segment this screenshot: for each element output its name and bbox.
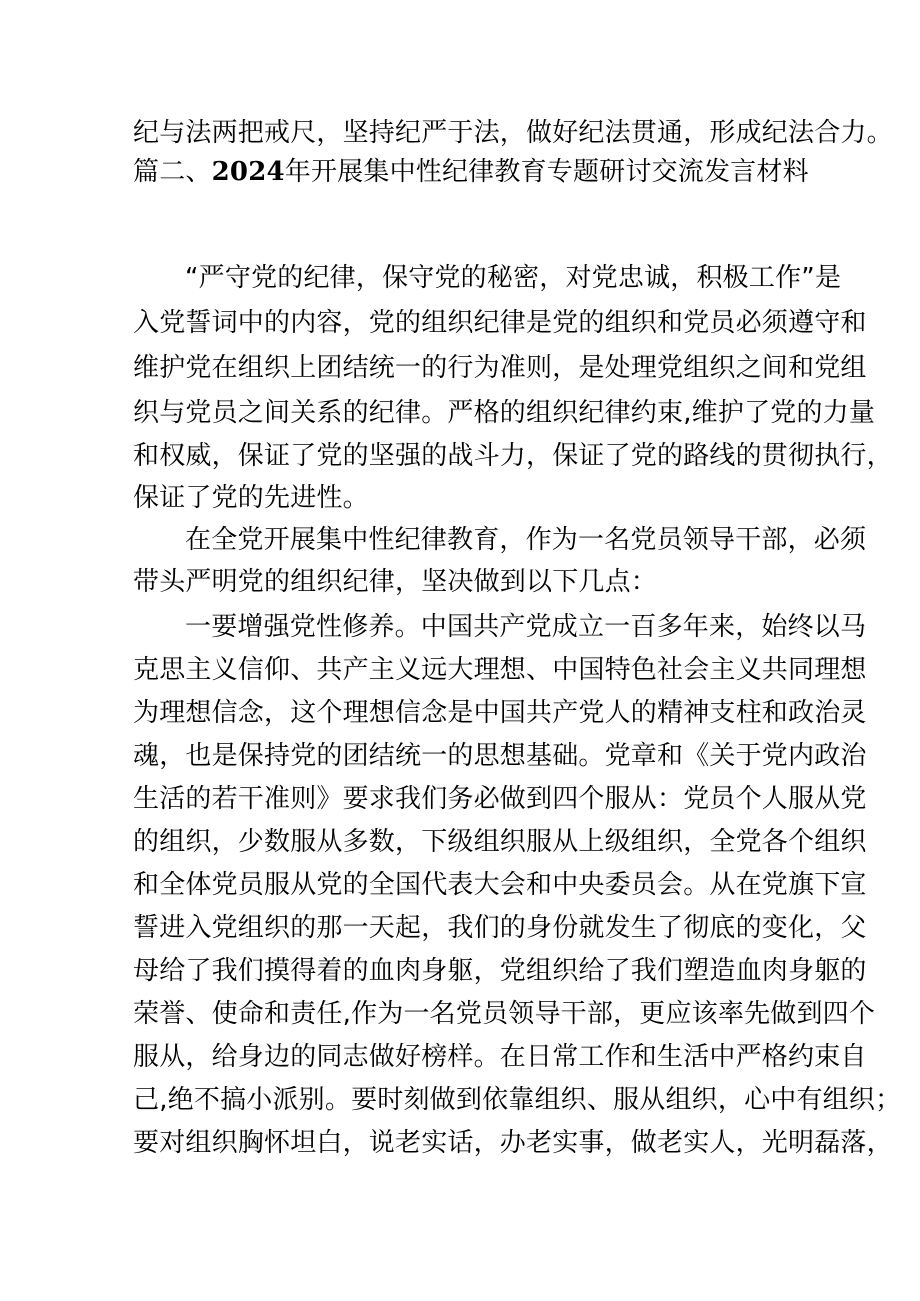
title-rest: 年开展集中性纪律教育专题研讨交流发言材料 <box>284 157 809 187</box>
paragraph-1-line-6: 保证了党的先进性。 <box>133 483 369 513</box>
paragraph-3-line-10: 荣誉、使命和责任,作为一名党员领导干部，更应该率先做到四个 <box>133 999 876 1029</box>
paragraph-3-line-4: 魂，也是保持党的团结统一的思想基础。党章和《关于党内政治 <box>133 741 867 771</box>
paragraph-1-line-3: 维护党在组织上团结统一的行为准则，是处理党组织之间和党组 <box>133 353 867 383</box>
paragraph-3-line-12: 己,绝不搞小派别。要时刻做到依靠组织、服从组织，心中有组织； <box>133 1085 902 1115</box>
title-year: 2024 <box>211 157 285 187</box>
paragraph-3-line-1: 一要增强党性修养。中国共产党成立一百多年来，始终以马 <box>185 612 867 642</box>
paragraph-3-line-2: 克思主义信仰、共产主义远大理想、中国特色社会主义共同理想 <box>133 655 867 685</box>
paragraph-3-line-9: 母给了我们摸得着的血肉身躯，党组织给了我们塑造血肉身躯的 <box>133 956 867 986</box>
paragraph-3-line-6: 的组织，少数服从多数，下级组织服从上级组织，全党各个组织 <box>133 827 867 857</box>
paragraph-2-line-2: 带头严明党的组织纪律，坚决做到以下几点： <box>133 567 658 597</box>
title-prefix: 篇二、 <box>133 157 212 187</box>
paragraph-1-line-1: “严守党的纪律，保守党的秘密，对党忠诚，积极工作”是 <box>185 263 842 293</box>
paragraph-2-line-1: 在全党开展集中性纪律教育，作为一名党员领导干部，必须 <box>185 525 867 555</box>
paragraph-1-line-4: 织与党员之间关系的纪律。严格的组织纪律约束,维护了党的力量 <box>133 398 876 428</box>
paragraph-3-line-11: 服从，给身边的同志做好榜样。在日常工作和生活中严格约束自 <box>133 1042 867 1072</box>
paragraph-3-line-5: 生活的若干准则》要求我们务必做到四个服从：党员个人服从党 <box>133 784 867 814</box>
paragraph-3-line-7: 和全体党员服从党的全国代表大会和中央委员会。从在党旗下宣 <box>133 870 867 900</box>
paragraph-3-line-3: 为理想信念，这个理想信念是中国共产党人的精神支柱和政治灵 <box>133 698 867 728</box>
section-title <box>133 154 809 190</box>
paragraph-3-line-13: 要对组织胸怀坦白，说老实话，办老实事，做老实人，光明磊落， <box>133 1128 893 1158</box>
paragraph-1-line-2: 入党誓词中的内容，党的组织纪律是党的组织和党员必须遵守和 <box>133 308 867 338</box>
paragraph-3-line-8: 誓进入党组织的那一天起，我们的身份就发生了彻底的变化，父 <box>133 913 867 943</box>
paragraph-1-line-5: 和权威，保证了党的坚强的战斗力，保证了党的路线的贯彻执行， <box>133 441 893 471</box>
intro-line: 纪与法两把戒尺，坚持纪严于法，做好纪法贯通，形成纪法合力。 <box>133 118 893 148</box>
